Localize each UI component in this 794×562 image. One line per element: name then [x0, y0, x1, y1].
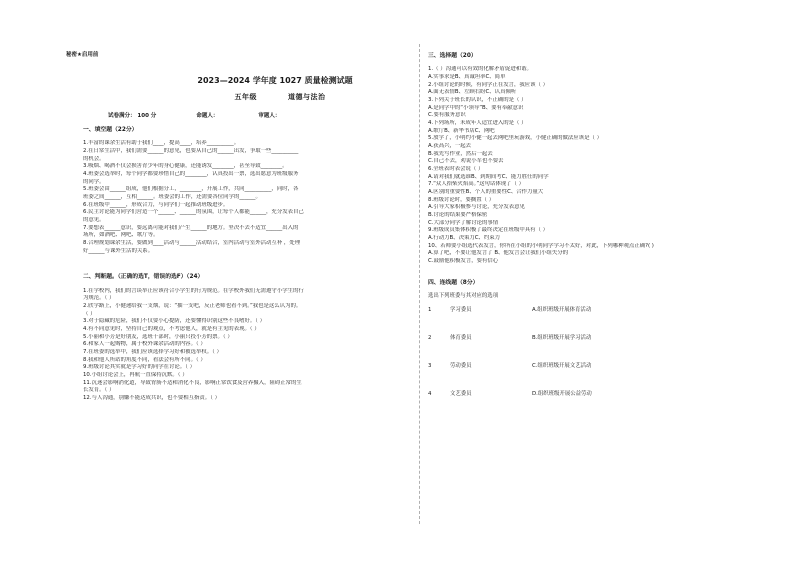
judge-question-line: 10.小组讨论会上，冉航一直保持沉默。（ ） [83, 371, 188, 378]
grade-label: 五年级 [234, 93, 258, 101]
fill-question-line: 6.民主讨论能为同学们营造一个______、______的氛围，让每个人都能______，充分发表自己 [83, 209, 304, 216]
choice-question-line: A.获高兴，一起去 [428, 142, 472, 149]
match-role: 文艺委员 [450, 390, 472, 397]
fill-question-line: 的意见。 [83, 216, 105, 223]
fill-question-line: 场所，如酒吧、网吧、歌厅等。 [83, 232, 159, 239]
match-option: B.组织班级开展学习活动 [532, 334, 592, 341]
confidential-mark: 秘密★启用前 [66, 52, 99, 58]
choice-question-line: A.引导大家积极参与讨论，充分发表意见 [428, 204, 525, 211]
exam-subtitle [165, 92, 395, 102]
match-row [428, 391, 716, 413]
choice-question-line: A.实事求是B、真诚坦率C、简单 [428, 73, 506, 80]
judge-question-list [83, 288, 415, 403]
choice-question-list [428, 66, 716, 265]
choice-question-line: 8.班级讨论时，要搁置（ ） [428, 196, 495, 203]
match-number: 3 [428, 362, 432, 369]
match-option: D.组织班级开展公益劳动 [532, 390, 592, 397]
match-role: 学习委员 [450, 306, 472, 313]
choice-question-line: A.算了吧，不要让他发言了 B、他发言会让我们小组失分的 [428, 250, 569, 257]
fill-question-list [83, 140, 415, 255]
fill-question-line: 的机会。 [83, 155, 105, 162]
fill-question-line: 4.班委会选举时，每个同学都要珍惜自己的________，认真投出一票，选出愿意为班级服务 [83, 170, 299, 177]
judge-question-line: 3.对于隐藏的危险，我们不仅要小心提防，还要懂得识别这些不良嗜好。（ ） [83, 318, 266, 325]
judge-question-line: 2.欣学路上，小健递给我一支烟，说：“抽一支吧，反正老师也看不到。”我也是这么认为的。 [83, 302, 302, 309]
column-divider [419, 44, 420, 524]
choice-question-line: 9.班级成员集体积极了最终决定在班级中具有（ ） [428, 227, 549, 234]
choice-question-line: C.鼓励他积极发言，要有信心 [428, 258, 499, 265]
choice-question-line: C.自己不去，劝说小军也不要去 [428, 158, 504, 165]
subject-label: 道德与法治 [287, 93, 326, 101]
judge-question-line: （ ） [83, 310, 96, 317]
fill-question-line: 2.在日常生活中，我们需要______的意见，也要从自己的______出发，争取一些__________ [83, 147, 299, 154]
match-row [428, 363, 716, 385]
choice-question-line: B.讨论的结果要严格保密 [428, 211, 488, 218]
choice-question-line: A.面无表情B、左顾右盼C、认真倾听 [428, 89, 517, 96]
exam-meta [108, 111, 408, 119]
fill-question-line: 3.吸烟、喝酒不仅会损害青少年的身心健康，还能诱发________，甚至导致________。 [83, 163, 288, 170]
fill-question-line: 5.班委会由______组成，他们根据分工，________，开展工作，共同__________，同时，各 [83, 186, 299, 193]
match-row [428, 307, 716, 329]
choice-question-line: C.要有服务意识 [428, 112, 466, 119]
judge-question-line: 7.在班委的选举中，我们应该选择学习好和被选举权。（ ） [83, 348, 222, 355]
judge-question-line: 9.班级讨论其实就是学习好的同学在讨论。（ ） [83, 364, 195, 371]
match-role: 体育委员 [450, 334, 472, 341]
choice-question-line: 2.小组讨论的时候，有同学正在发言，我应该（ ） [428, 81, 549, 88]
choice-question-line: A.是同学中的“小领导”B、要有奉献意识 [428, 104, 524, 111]
section-match-title: 四、连线题（8分） [428, 279, 479, 286]
setter-label: 命题人： [196, 113, 219, 119]
match-row [428, 335, 716, 357]
choice-question-line: A.请对我们就选谁B、到期间考C、能力胜任的同学 [428, 173, 549, 180]
choice-question-line: 4.下列场所，未成年人适宜进入的是（ ） [428, 119, 527, 126]
choice-question-line: 7.“众人拾柴火焰高。”这句话体现了（ ） [428, 181, 524, 188]
choice-question-line: 6.全班表时表会说（ ） [428, 165, 484, 172]
left-column [83, 122, 415, 403]
section-judge-title: 二、判断题。（正确的选T，错误的选F）（24） [83, 274, 204, 281]
choice-question-line: A.区别的重要性B、个人的重要性C、合作力量大 [428, 188, 544, 195]
judge-question-line: 11.沉迷会影响消化道，导致胃肠不适和消化不良，影响正常饮食及营养摄入，阻碍正常的生 [83, 379, 302, 386]
fill-question-line: 7.要想表______意识，要远离可能对我们产生______的地方。坚决不去不适宜______出入的 [83, 224, 299, 231]
choice-question-line: 1.（ ）沟通可以有效的化解矛盾促进和谐。 [428, 66, 532, 73]
judge-question-line: 8.我和他人所站的角度不同，看法会有所不同。（ ） [83, 356, 206, 363]
choice-question-line: 3.下列关于班长的认识，不正确的是（ ） [428, 96, 527, 103]
judge-question-line: 长发育。（ ） [83, 387, 115, 394]
reviewer-label: 审题人： [258, 113, 281, 119]
section-fill-title: 一、填空题（22分） [83, 127, 138, 133]
score-label: 试卷满分： 100 分 [108, 113, 157, 119]
match-list [428, 307, 716, 413]
choice-question-line: A.歌厅B、新华书店C、网吧 [428, 127, 495, 134]
match-option: C.组织班级开展文艺活动 [532, 362, 592, 369]
fill-question-line: 班委之间______，互相______。班委会的工作，还需要各位同学的______。 [83, 193, 261, 200]
exam-title: 2023—2024 学年度 1027 质量检测试题 [197, 76, 353, 85]
match-number: 1 [428, 306, 432, 313]
match-number: 4 [428, 390, 432, 397]
judge-question-line: 4.有不同意见时，坚持自己的观点，不考虑他人，就是有主见的表现。（ ） [83, 325, 260, 332]
judge-question-line: 1.在学校内，我们的言谈举止应该符合小学生的行为规范。在学校外我们无需遵守小学生的行 [83, 287, 304, 294]
fill-question-line: 好______与课外生活的关系。 [83, 247, 154, 254]
judge-question-line: 12.与人沟通，别嫌不能达成共识，也不要相互指责。（ ） [83, 394, 220, 401]
judge-question-line: 为规范。（ ） [83, 295, 115, 302]
match-number: 2 [428, 334, 432, 341]
choice-question-line: C.大部分同学了解讨论的事情 [428, 219, 499, 226]
fill-question-line: 8.合理规划课余生活，要做到____活动与______活动结合，室内活动与室外活动互补 ，处理 [83, 239, 301, 246]
choice-question-line: 10、若师要小组选代表发言，你所在小组的小明同学学习不太好，对此，下列哪种观点正确?( ) [428, 242, 654, 249]
match-role: 劳动委员 [450, 362, 472, 369]
fill-question-line: 1.丰富的课余生活有助于我们____，提高____，培养__________。 [83, 140, 240, 147]
match-option: A.组织班级开展体育活动 [532, 306, 592, 313]
judge-question-line: 5.小丽和小芳是好朋友，选班干部时，小丽只投小芳的票。（ ） [83, 333, 233, 340]
choice-question-line: B.我先写作业，然后一起去 [428, 150, 493, 157]
section-choice-title: 三、选择题（20） [428, 53, 477, 59]
choice-question-line: 5.放学了，小明约小健一起去网吧里玩游戏，小健正确的做法应该是（ ） [428, 135, 602, 142]
match-intro: 选出下列班委与其对应的选项 [428, 292, 499, 299]
right-column [428, 48, 716, 413]
fill-question-line: 的同学。 [83, 178, 105, 185]
fill-question-line: 6.在班级中______，形成合力，与同学们一起推动班级进步。 [83, 201, 229, 208]
choice-question-line: A.行动力B、决策力C、约束力 [428, 235, 501, 241]
judge-question-line: 6.和家人一起购物，属于校外课余活动的内容。（ ） [83, 341, 206, 348]
